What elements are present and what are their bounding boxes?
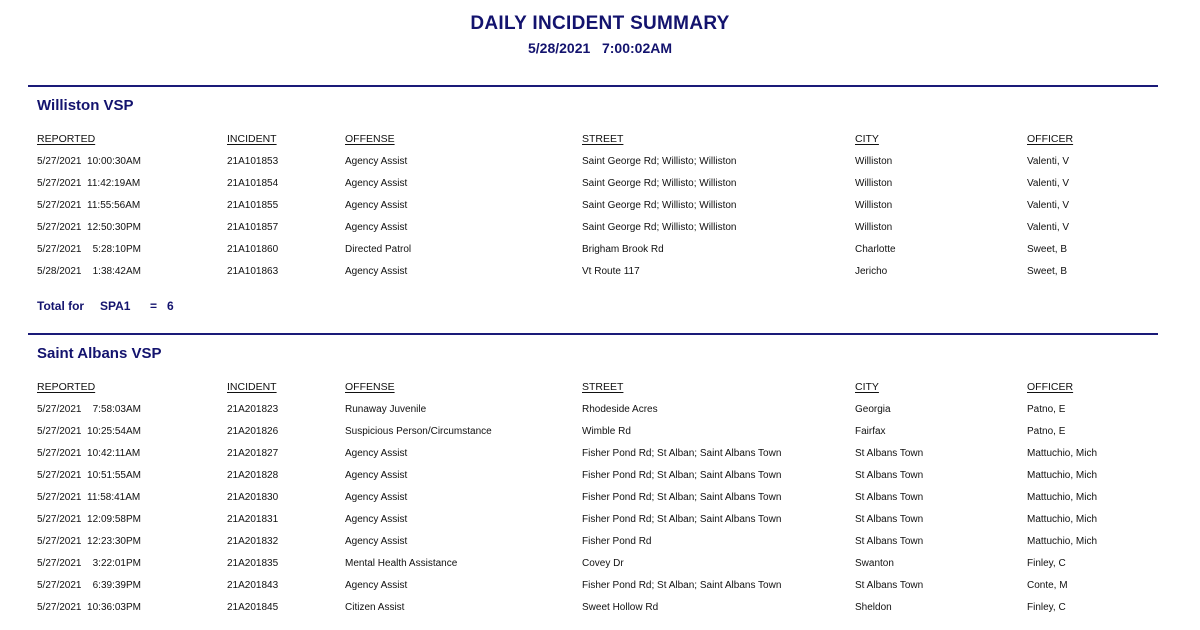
table-row — [0, 404, 1200, 426]
street-cell: Vt Route 117 — [582, 266, 640, 277]
offense-cell: Citizen Assist — [345, 602, 405, 613]
col-header-reported: REPORTED — [37, 133, 96, 145]
reported-cell: 5/27/2021 10:25:54AM — [37, 426, 141, 437]
street-cell: Fisher Pond Rd — [582, 536, 652, 547]
offense-cell: Agency Assist — [345, 470, 408, 481]
report-title: DAILY INCIDENT SUMMARY — [470, 13, 730, 34]
city-cell: Williston — [855, 200, 893, 211]
street-cell: Fisher Pond Rd; St Alban; Saint Albans Town — [582, 448, 782, 459]
city-cell: St Albans Town — [855, 580, 924, 591]
officer-cell: Patno, E — [1027, 404, 1066, 415]
incident-number-cell: 21A101855 — [227, 200, 279, 211]
col-header-officer: OFFICER — [1027, 133, 1074, 145]
total-count: 6 — [167, 299, 174, 313]
street-cell: Rhodeside Acres — [582, 404, 658, 415]
incident-number-cell: 21A201830 — [227, 492, 279, 503]
street-cell: Fisher Pond Rd; St Alban; Saint Albans Town — [582, 492, 782, 503]
col-header-incident: INCIDENT — [227, 381, 277, 393]
reported-cell: 5/27/2021 5:28:10PM — [37, 244, 141, 255]
city-cell: Georgia — [855, 404, 891, 415]
officer-cell: Mattuchio, Mich — [1027, 536, 1098, 547]
col-header-city: CITY — [855, 381, 879, 393]
incident-number-cell: 21A201827 — [227, 448, 279, 459]
officer-cell: Mattuchio, Mich — [1027, 492, 1098, 503]
street-cell: Saint George Rd; Willisto; Williston — [582, 222, 737, 233]
city-cell: St Albans Town — [855, 514, 924, 525]
table-row — [0, 558, 1200, 580]
officer-cell: Valenti, V — [1027, 200, 1070, 211]
table-row — [0, 222, 1200, 244]
street-cell: Fisher Pond Rd; St Alban; Saint Albans Town — [582, 470, 782, 481]
incident-number-cell: 21A101853 — [227, 156, 279, 167]
incident-number-cell: 21A101857 — [227, 222, 279, 233]
city-cell: Williston — [855, 222, 893, 233]
street-cell: Fisher Pond Rd; St Alban; Saint Albans Town — [582, 580, 782, 591]
total-code: SPA1 — [100, 299, 131, 313]
reported-cell: 5/27/2021 11:58:41AM — [37, 492, 141, 503]
reported-cell: 5/27/2021 12:50:30PM — [37, 222, 141, 233]
reported-cell: 5/27/2021 11:55:56AM — [37, 200, 141, 211]
incident-number-cell: 21A201831 — [227, 514, 279, 525]
offense-cell: Agency Assist — [345, 448, 408, 459]
section-divider — [28, 85, 1158, 87]
offense-cell: Agency Assist — [345, 514, 408, 525]
offense-cell: Agency Assist — [345, 266, 408, 277]
street-cell: Brigham Brook Rd — [582, 244, 664, 255]
offense-cell: Agency Assist — [345, 580, 408, 591]
city-cell: Jericho — [855, 266, 888, 277]
col-header-offense: OFFENSE — [345, 381, 395, 393]
col-header-officer: OFFICER — [1027, 381, 1074, 393]
total-label: Total for — [37, 299, 85, 313]
city-cell: Fairfax — [855, 426, 886, 437]
offense-cell: Agency Assist — [345, 200, 408, 211]
city-cell: Sheldon — [855, 602, 892, 613]
col-header-offense: OFFENSE — [345, 133, 395, 145]
table-row — [0, 514, 1200, 536]
street-cell: Saint George Rd; Willisto; Williston — [582, 200, 737, 211]
table-row — [0, 426, 1200, 448]
reported-cell: 5/27/2021 11:42:19AM — [37, 178, 141, 189]
offense-cell: Agency Assist — [345, 222, 408, 233]
city-cell: Charlotte — [855, 244, 896, 255]
city-cell: St Albans Town — [855, 536, 924, 547]
reported-cell: 5/27/2021 10:00:30AM — [37, 156, 141, 167]
city-cell: St Albans Town — [855, 448, 924, 459]
col-header-incident: INCIDENT — [227, 133, 277, 145]
reported-cell: 5/27/2021 12:23:30PM — [37, 536, 141, 547]
officer-cell: Conte, M — [1027, 580, 1068, 591]
officer-cell: Sweet, B — [1027, 266, 1068, 277]
reported-cell: 5/27/2021 6:39:39PM — [37, 580, 141, 591]
street-cell: Fisher Pond Rd; St Alban; Saint Albans Town — [582, 514, 782, 525]
street-cell: Saint George Rd; Willisto; Williston — [582, 156, 737, 167]
table-row — [0, 492, 1200, 514]
table-row — [0, 178, 1200, 200]
incident-number-cell: 21A201828 — [227, 470, 279, 481]
incident-number-cell: 21A201835 — [227, 558, 279, 569]
city-cell: St Albans Town — [855, 470, 924, 481]
officer-cell: Valenti, V — [1027, 178, 1070, 189]
col-header-street: STREET — [582, 133, 624, 145]
table-row — [0, 536, 1200, 558]
city-cell: Williston — [855, 178, 893, 189]
reported-cell: 5/27/2021 7:58:03AM — [37, 404, 141, 415]
offense-cell: Agency Assist — [345, 536, 408, 547]
table-row — [0, 156, 1200, 178]
table-row — [0, 448, 1200, 470]
offense-cell: Agency Assist — [345, 492, 408, 503]
reported-cell: 5/27/2021 10:51:55AM — [37, 470, 141, 481]
reported-cell: 5/27/2021 3:22:01PM — [37, 558, 141, 569]
col-header-city: CITY — [855, 133, 879, 145]
street-cell: Saint George Rd; Willisto; Williston — [582, 178, 737, 189]
report-time: 7:00:02AM — [601, 40, 672, 56]
street-cell: Sweet Hollow Rd — [582, 602, 659, 613]
offense-cell: Directed Patrol — [345, 244, 412, 255]
incident-number-cell: 21A201845 — [227, 602, 279, 613]
section-divider — [28, 333, 1158, 335]
table-row — [0, 602, 1200, 624]
officer-cell: Mattuchio, Mich — [1027, 448, 1098, 459]
street-cell: Covey Dr — [582, 558, 624, 569]
incident-number-cell: 21A101860 — [227, 244, 279, 255]
offense-cell: Agency Assist — [345, 178, 408, 189]
table-row — [0, 266, 1200, 288]
incident-number-cell: 21A201823 — [227, 404, 279, 415]
incident-number-cell: 21A201826 — [227, 426, 279, 437]
city-cell: Williston — [855, 156, 893, 167]
incident-number-cell: 21A201843 — [227, 580, 279, 591]
officer-cell: Mattuchio, Mich — [1027, 514, 1098, 525]
table-row — [0, 244, 1200, 266]
offense-cell: Agency Assist — [345, 156, 408, 167]
incident-number-cell: 21A101863 — [227, 266, 279, 277]
officer-cell: Finley, C — [1027, 558, 1066, 569]
officer-cell: Mattuchio, Mich — [1027, 470, 1098, 481]
col-header-street: STREET — [582, 381, 624, 393]
reported-cell: 5/27/2021 10:42:11AM — [37, 448, 141, 459]
incident-number-cell: 21A201832 — [227, 536, 279, 547]
table-row — [0, 470, 1200, 492]
offense-cell: Runaway Juvenile — [345, 404, 427, 415]
reported-cell: 5/27/2021 12:09:58PM — [37, 514, 141, 525]
reported-cell: 5/27/2021 10:36:03PM — [37, 602, 141, 613]
table-row — [0, 580, 1200, 602]
reported-cell: 5/28/2021 1:38:42AM — [37, 266, 141, 277]
officer-cell: Valenti, V — [1027, 222, 1070, 233]
officer-cell: Valenti, V — [1027, 156, 1070, 167]
section-title-williston: Williston VSP — [37, 97, 134, 114]
report-datetime — [0, 40, 1200, 56]
section-title-saint-albans: Saint Albans VSP — [37, 345, 162, 362]
street-cell: Wimble Rd — [582, 426, 631, 437]
officer-cell: Patno, E — [1027, 426, 1066, 437]
total-equals: = — [150, 299, 158, 313]
table-row — [0, 200, 1200, 222]
incident-number-cell: 21A101854 — [227, 178, 279, 189]
city-cell: St Albans Town — [855, 492, 924, 503]
report-date: 5/28/2021 — [528, 40, 591, 56]
offense-cell: Mental Health Assistance — [345, 558, 458, 569]
city-cell: Swanton — [855, 558, 894, 569]
col-header-reported: REPORTED — [37, 381, 96, 393]
officer-cell: Finley, C — [1027, 602, 1066, 613]
offense-cell: Suspicious Person/Circumstance — [345, 426, 492, 437]
officer-cell: Sweet, B — [1027, 244, 1068, 255]
